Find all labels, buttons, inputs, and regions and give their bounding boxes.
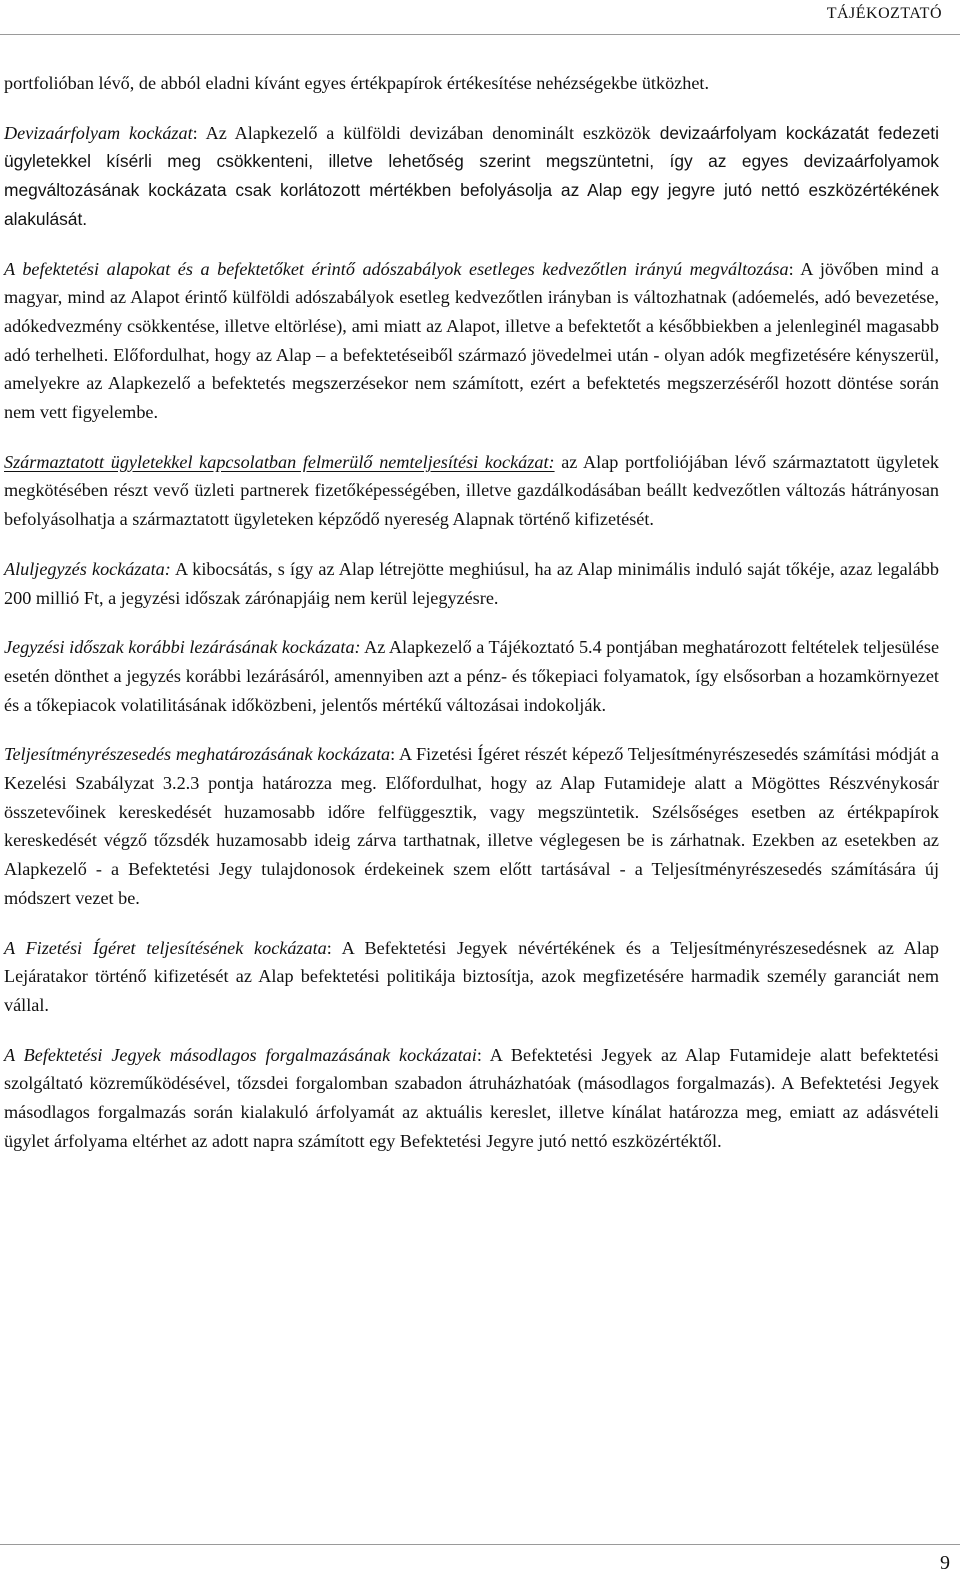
paragraph-colon: : (390, 744, 396, 765)
paragraph-colon: : (192, 122, 198, 143)
paragraph-colon: : (476, 1044, 482, 1065)
paragraph-lead: Teljesítményrészesedés meghatározásának kockázata (4, 744, 391, 765)
paragraph-text: Az Alapkezelő a Tájékoztató 5.4 pontjában meghatározott feltételek teljesülése esetén dönthet a jegyzés korábbi lezárásáról, amennyiben azt a pénz- és tőkepiaci folyamatok, így elsősorban a hozamkörnyezet és a tőkepiacok volatilitásának időközbeni, jelentős mértékű változásai indokolják. (4, 637, 940, 715)
paragraph-colon: : (788, 258, 794, 279)
paragraph-lead: Devizaárfolyam kockázat (4, 122, 193, 143)
paragraph-text: A kibocsátás, s így az Alap létrejötte meghiúsul, ha az Alap minimális induló saját tőkéje, azaz legalább 200 millió Ft, a jegyzési időszak zárónapjáig nem kerül lejegyzésre. (4, 558, 939, 608)
paragraph-undersubscription-risk (4, 555, 939, 612)
paragraph-text: A Fizetési Ígéret részét képező Teljesítményrészesedés számítási módját a Kezelési Szabályzat 3.2.3 pontja határozza meg. Előfordulhat, hogy az Alap Futamideje alatt a Mögöttes Részvénykosár összetevőinek kereskedését huzamosabb időre felfüggesztik, vagy megszüntetik. Szélsőséges esetben az értékpapírok kereskedését végző tőzsdék huzamosabb ideig zárva tarthatnak, illetve véglegesen be is zárhatnak. Ezekben az esetekben az Alapkezelő - a Befektetési Jegy tulajdonosok érdekeinek szem előtt tartásával - a Teljesítményrészesedés számítására új módszert vezet be. (4, 744, 939, 908)
paragraph-performance-fee-risk (4, 740, 939, 912)
paragraph-early-close-risk (4, 633, 939, 719)
paragraph-secondary-market-risk (4, 1041, 939, 1156)
paragraph-fx-risk (4, 119, 939, 234)
header-divider (0, 34, 960, 35)
paragraph-lead: Jegyzési időszak korábbi lezárásának kockázata: (4, 637, 361, 658)
paragraph-text: A jövőben mind a magyar, mind az Alapot érintő külföldi adószabályok esetleg kedvezőtlen irányban is változhatnak (adóemelés, adó bevezetése, adókedvezmény csökkentése, illetve eltörlése), ami miatt az Alapot, illetve a befektetőt a későbbiekben a jelenleginél magasabb adó terhelheti. Előfordulhat, hogy az Alap – a befektetéseiből származó jövedelmei után - olyan adók megfizetésére kényszerül, amelyekre az Alapkezelő a befektetés megszerzésekor nem számított, ezért a befektetés megszerzéséről hozott döntése során nem vett figyelembe. (4, 258, 939, 423)
paragraph-payment-promise-risk (4, 934, 939, 1020)
paragraph-derivative-risk (4, 448, 939, 534)
footer-divider (0, 1544, 960, 1545)
paragraph-text: az Alap portfoliójában lévő származtatott ügyletek megkötésében részt vevő üzleti partnerek fizetőképességében, illetve gazdálkodásában beállt kedvezőtlen változás hátrányosan befolyásolhatja a származtatott ügyleteken képződő nyereség Alapnak történő kifizetését. (4, 451, 940, 530)
paragraph-colon: : (326, 937, 332, 958)
paragraph-lead: Származtatott ügyletekkel kapcsolatban felmerülő nemteljesítési kockázat: (4, 451, 555, 472)
paragraph-lead: A Fizetési Ígéret teljesítésének kockázata (4, 937, 327, 958)
page-number: 9 (940, 1552, 950, 1574)
paragraph-text-sans: devizaárfolyam kockázatát fedezeti ügyletekkel kísérli meg csökkenteni, illetve lehetőség szerint megszüntetni, így az egyes devizaárfolyamok megváltozásának kockázata csak korlátozott mértékben befolyásolja az Alap egy jegyre jutó nettó eszközértékének alakulását. (4, 122, 940, 229)
header-title: TÁJÉKOZTATÓ (826, 5, 942, 22)
paragraph-text: Az Alapkezelő a külföldi devizában denominált eszközök (197, 122, 651, 143)
document-body (4, 69, 939, 1156)
paragraph-lead: A befektetési alapokat és a befektetőket érintő adószabályok esetleges kedvezőtlen irányú megváltozása (4, 258, 789, 279)
paragraph-text: A Befektetési Jegyek névértékének és a Teljesítményrészesedésnek az Alap Lejáratakor történő kifizetését az Alap befektetési politikája biztosítja, azok megfizetésére harmadik személy garanciát nem vállal. (4, 937, 939, 1015)
paragraph-text: A Befektetési Jegyek az Alap Futamideje alatt befektetési szolgáltató közreműködésével, tőzsdei forgalomban szabadon átruházhatóak (másodlagos forgalmazás). A Befektetési Jegyek másodlagos forgalmazás során kialakuló árfolyamát az aktuális kereslet, illetve kínálat határozza meg, emiatt az adásvételi ügylet árfolyama eltérhet az adott napra számított egy Befektetési Jegyre jutó nettó eszközértéktől. (4, 1044, 939, 1151)
paragraph-lead: A Befektetési Jegyek másodlagos forgalmazásának kockázatai (4, 1044, 477, 1065)
paragraph-portfolio-continuation (4, 69, 939, 98)
paragraph-tax-risk (4, 255, 939, 427)
paragraph-text: portfolióban lévő, de abból eladni kívánt egyes értékpapírok értékesítése nehézségekbe ütközhet. (4, 73, 710, 93)
paragraph-lead: Aluljegyzés kockázata: (4, 558, 171, 579)
